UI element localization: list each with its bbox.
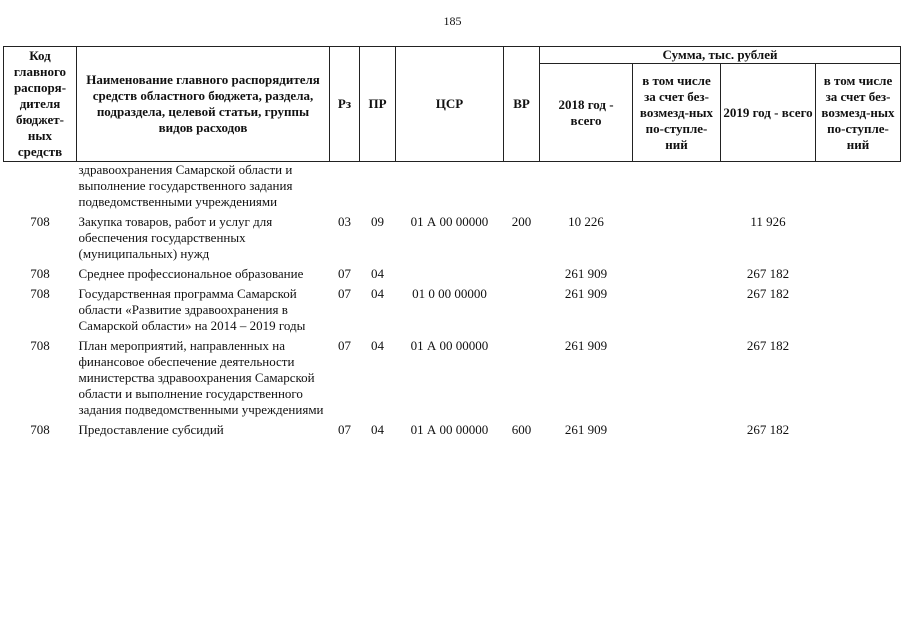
cell-2018-free <box>633 262 721 282</box>
table-header <box>4 47 901 162</box>
cell-vr <box>504 262 540 282</box>
table-row <box>4 334 901 418</box>
cell-csr: 01 А 00 00000 <box>410 338 489 353</box>
cell-2019-total <box>721 162 816 211</box>
cell-2019-free <box>816 162 901 211</box>
cell-vr: 200 <box>511 214 532 229</box>
cell-rz <box>330 162 360 211</box>
cell-code: 708 <box>30 286 50 301</box>
table-row <box>4 282 901 334</box>
cell-pr: 09 <box>371 214 384 229</box>
page-number: 185 <box>443 14 462 28</box>
header-2019-total: 2019 год - всего <box>721 64 816 162</box>
cell-csr: 01 А 00 00000 <box>410 214 489 229</box>
cell-name: Предоставление субсидий <box>78 422 224 437</box>
cell-2018-total: 261 909 <box>564 286 608 301</box>
table-row <box>4 262 901 282</box>
cell-2019-total: 267 182 <box>746 266 790 281</box>
header-vr: ВР <box>504 47 540 162</box>
cell-rz: 03 <box>338 214 351 229</box>
cell-name: Государственная программа Самарской области «Развитие здравоохранения в Самарской области» на 2014 – 2019 годы <box>78 286 306 333</box>
table-row <box>4 418 901 438</box>
cell-2018-total: 261 909 <box>564 266 608 281</box>
cell-2019-total: 267 182 <box>746 286 790 301</box>
cell-2019-free <box>816 334 901 418</box>
cell-name: Среднее профессиональное образование <box>78 266 304 281</box>
cell-2018-free <box>633 282 721 334</box>
cell-name: План мероприятий, направленных на финансовое обеспечение деятельности министерства здравоохранения Самарской области и выполнение государственного задания подведомственными учреждениями <box>78 338 324 417</box>
cell-code: 708 <box>30 338 50 353</box>
cell-2018-free <box>633 418 721 438</box>
cell-2019-total: 11 926 <box>750 214 786 229</box>
cell-2019-free <box>816 418 901 438</box>
cell-pr: 04 <box>371 286 384 301</box>
cell-2018-free <box>633 334 721 418</box>
table-row <box>4 210 901 262</box>
cell-pr <box>360 162 396 211</box>
cell-rz: 07 <box>338 286 351 301</box>
cell-2019-free <box>816 262 901 282</box>
header-2018-free: в том числе за счет без-возмезд-ных по-ступле-ний <box>633 64 721 162</box>
cell-2018-total: 261 909 <box>564 422 608 437</box>
cell-csr: 01 А 00 00000 <box>410 422 489 437</box>
header-pr: ПР <box>360 47 396 162</box>
cell-pr: 04 <box>371 422 384 437</box>
header-sum: Сумма, тыс. рублей <box>540 47 901 64</box>
cell-2018-free <box>633 162 721 211</box>
cell-vr <box>504 282 540 334</box>
cell-2019-total: 267 182 <box>746 338 790 353</box>
cell-vr: 600 <box>511 422 532 437</box>
cell-2018-free <box>633 210 721 262</box>
cell-2018-total <box>540 162 633 211</box>
header-2018-total: 2018 год - всего <box>540 64 633 162</box>
cell-csr <box>396 262 504 282</box>
cell-name: здравоохранения Самарской области и выполнение государственного задания подведомственными учреждениями <box>78 162 293 209</box>
cell-pr: 04 <box>371 338 384 353</box>
cell-2019-free <box>816 210 901 262</box>
cell-2019-free <box>816 282 901 334</box>
cell-code: 708 <box>30 422 50 437</box>
cell-pr: 04 <box>371 266 384 281</box>
cell-code: 708 <box>30 266 50 281</box>
header-rz: Рз <box>330 47 360 162</box>
cell-name: Закупка товаров, работ и услуг для обеспечения государственных (муниципальных) нужд <box>78 214 273 261</box>
header-csr: ЦСР <box>396 47 504 162</box>
cell-vr <box>504 162 540 211</box>
cell-code <box>4 162 77 211</box>
cell-rz: 07 <box>338 422 351 437</box>
header-2019-free: в том числе за счет без-возмезд-ных по-ступле-ний <box>816 64 901 162</box>
cell-2018-total: 261 909 <box>564 338 608 353</box>
cell-2018-total: 10 226 <box>568 214 604 229</box>
header-name: Наименование главного распорядителя средств областного бюджета, раздела, подраздела, целевой статьи, группы видов расходов <box>77 47 330 162</box>
cell-csr <box>396 162 504 211</box>
cell-vr <box>504 334 540 418</box>
table-body <box>4 162 901 439</box>
header-code: Код главного распоря-дителя бюджет-ных средств <box>4 47 77 162</box>
budget-table <box>3 46 901 438</box>
table-row <box>4 162 901 211</box>
cell-code: 708 <box>30 214 50 229</box>
cell-rz: 07 <box>338 338 351 353</box>
cell-csr: 01 0 00 00000 <box>412 286 487 301</box>
cell-rz: 07 <box>338 266 351 281</box>
cell-2019-total: 267 182 <box>746 422 790 437</box>
